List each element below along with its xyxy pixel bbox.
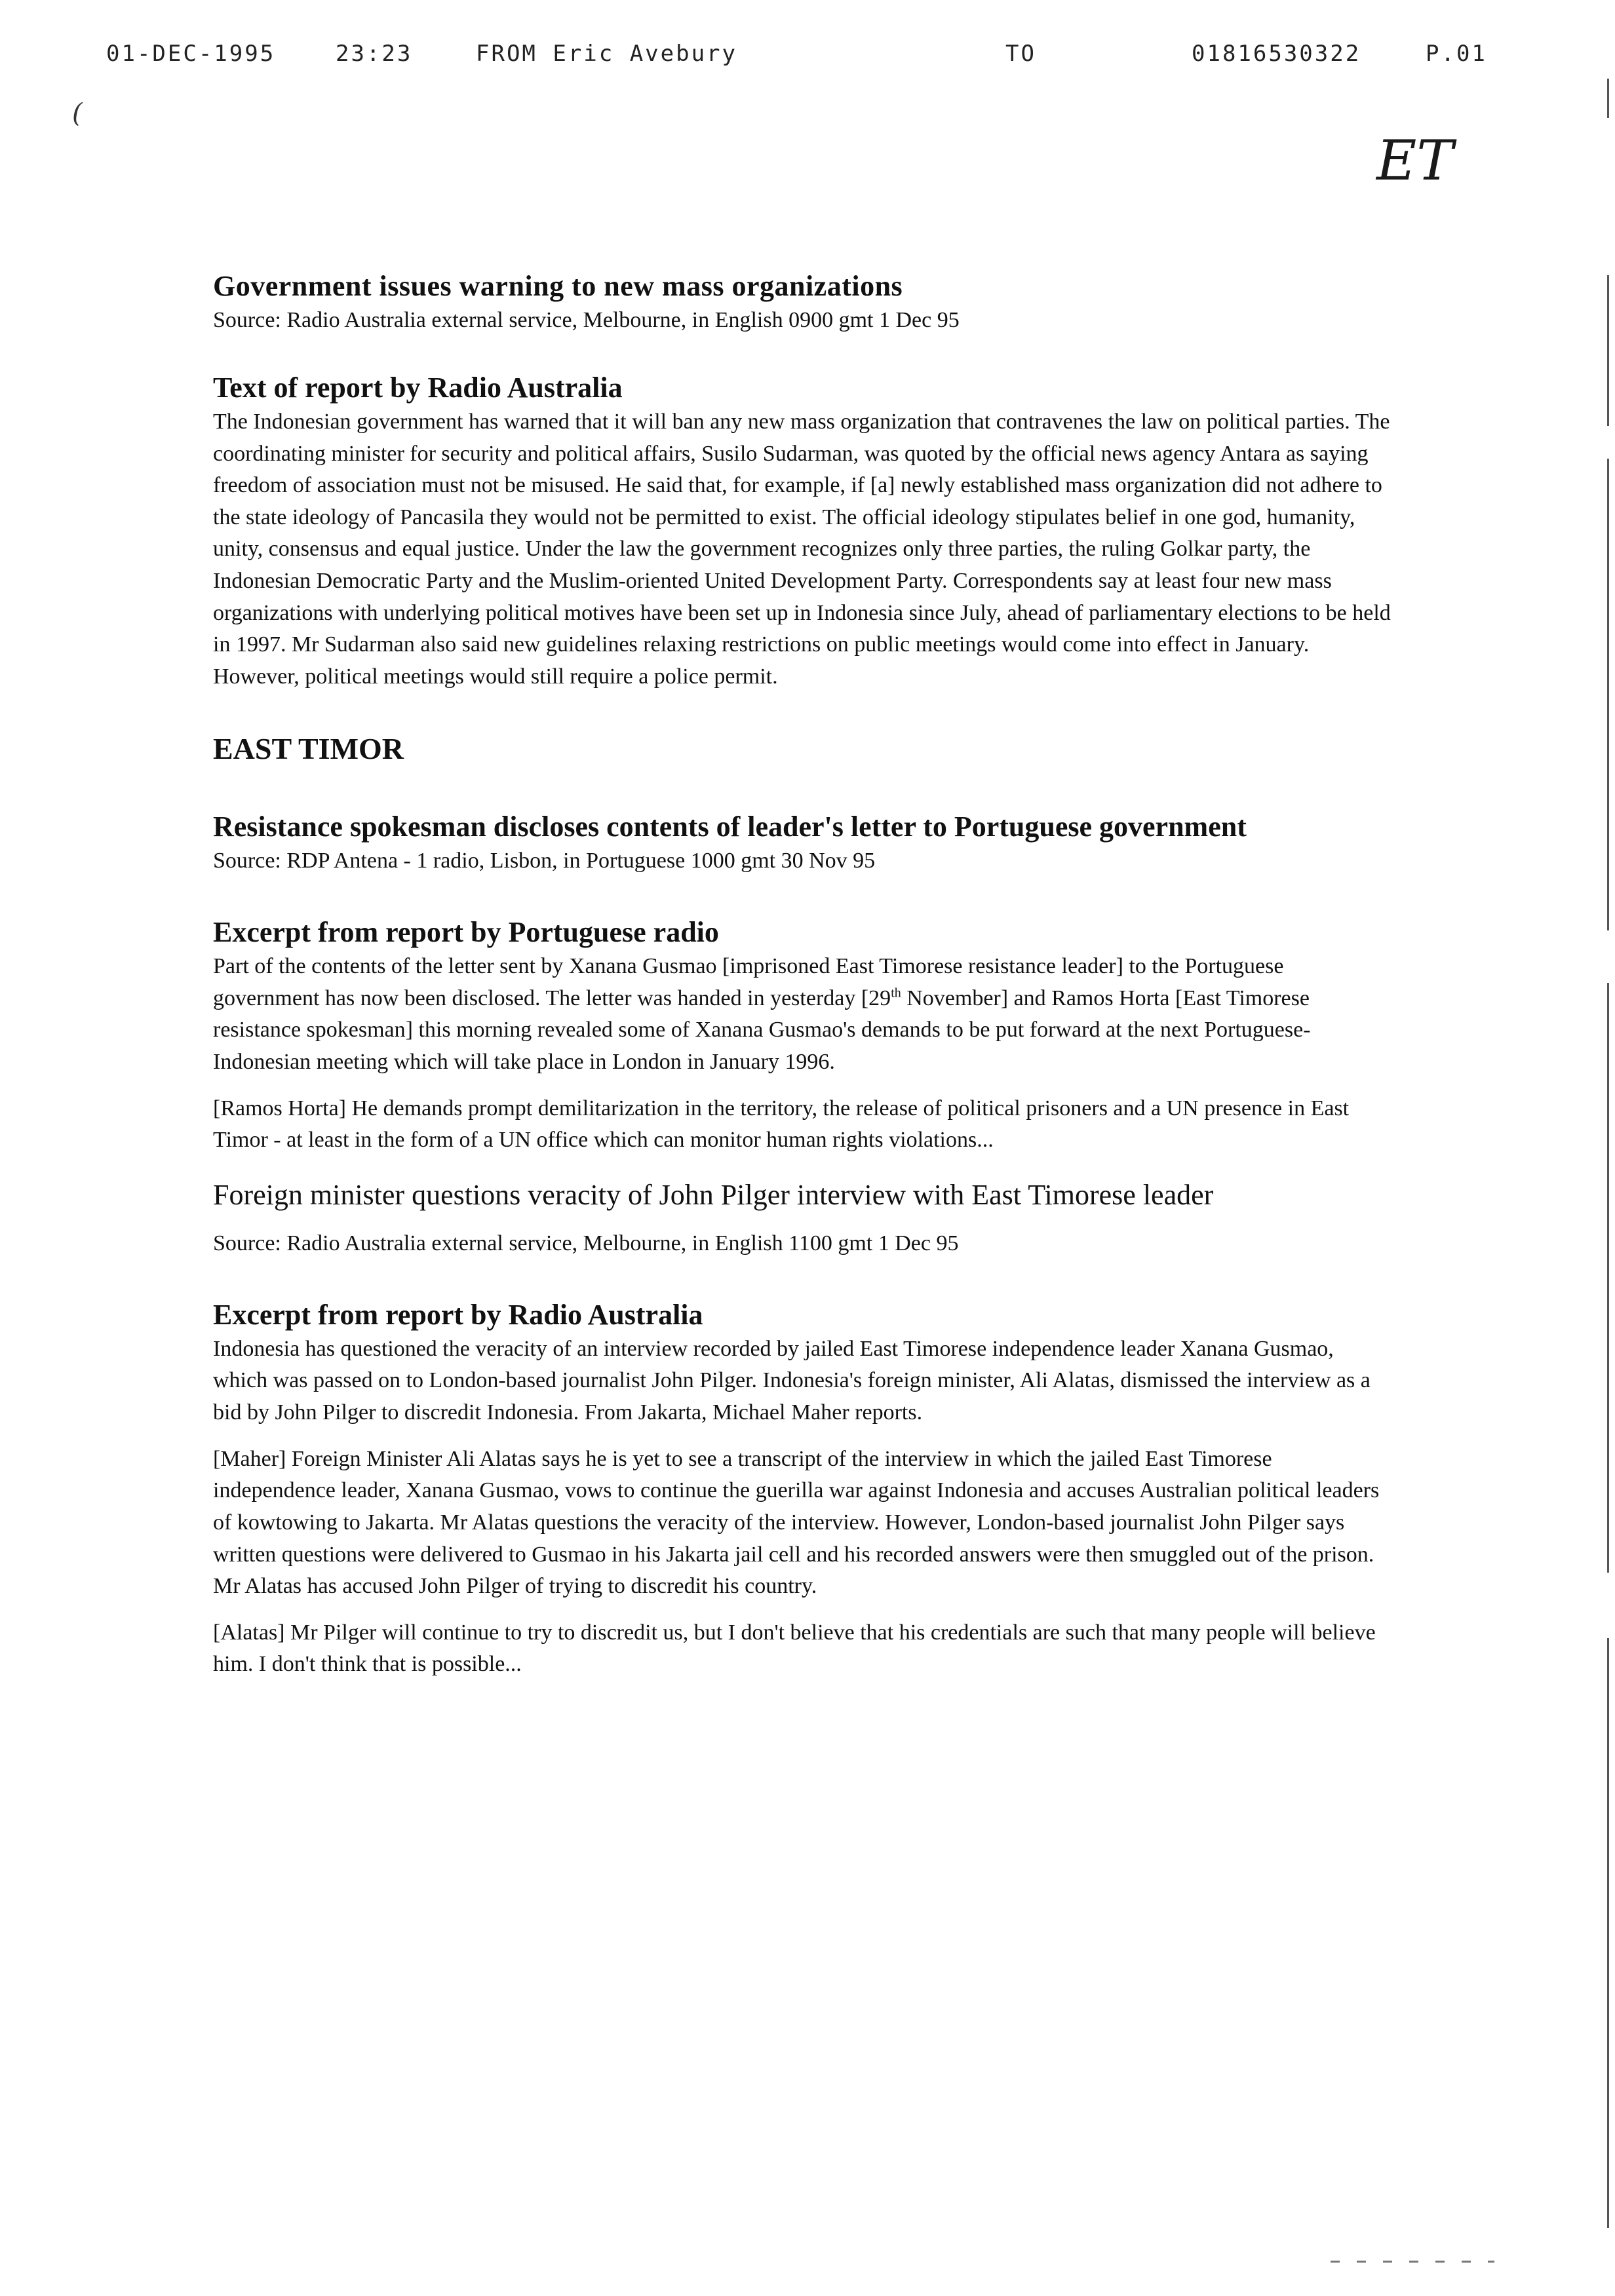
source-line: Source: RDP Antena - 1 radio, Lisbon, in Portuguese 1000 gmt 30 Nov 95	[213, 849, 876, 873]
document-body	[213, 267, 1393, 1681]
fax-recipient-label: TO	[1005, 41, 1036, 67]
report-title: Text of report by Radio Australia	[213, 371, 623, 404]
fax-time: 23:23	[336, 41, 413, 67]
report-paragraph	[213, 951, 1393, 1078]
source-line: Source: Radio Australia external service, Melbourne, in English 0900 gmt 1 Dec 95	[213, 308, 960, 333]
fax-sender: FROM Eric Avebury	[476, 41, 737, 67]
report-paragraph: [Ramos Horta] He demands prompt demilitarization in the territory, the release of political prisoners and a UN presence in East Timor - at least in the form of a UN office which can monitor human rights violations...	[213, 1096, 1350, 1153]
scan-edge-line	[1607, 1638, 1609, 2228]
scan-edge-line	[1607, 459, 1609, 930]
scan-bottom-dashes	[1331, 2261, 1494, 2263]
scan-edge-line	[1607, 275, 1609, 426]
headline-resistance-letter: Resistance spokesman discloses contents of leader's letter to Portuguese government	[213, 811, 1247, 843]
report-paragraph-text: November] and Ramos Horta [East Timorese resistance spokesman] this morning revealed some of Xanana Gusmao's demands to be put forward at the next Portuguese-Indonesian meeting which will take place in London in January 1996.	[213, 985, 1311, 1075]
fax-number: 01816530322	[1192, 41, 1361, 67]
report-title: Excerpt from report by Radio Australia	[213, 1298, 703, 1331]
fax-date: 01-DEC-1995	[106, 41, 276, 67]
report-paragraph: The Indonesian government has warned that it will ban any new mass organization that contravenes the law on political parties. The coordinating minister for security and political affairs, Susilo Sudarman, was quoted by the official news agency Antara as saying freedom of association must not be misused. He said that, for example, if [a] newly established mass organization did not adhere to the state ideology of Pancasila they would not be permitted to exist. The official ideology stipulates belief in one god, humanity, unity, consensus and equal justice. Under the law the government recognizes only three parties, the ruling Golkar party, the Indonesian Democratic Party and the Muslim-oriented United Development Party. Correspondents say at least four new mass organizations with underlying political motives have been set up in Indonesia since July, ahead of parliamentary elections to be held in 1997. Mr Sudarman also said new guidelines relaxing restrictions on public meetings would come into effect in January. However, political meetings would still require a police permit.	[213, 409, 1391, 689]
source-line: Source: Radio Australia external service, Melbourne, in English 1100 gmt 1 Dec 95	[213, 1231, 959, 1256]
fax-page-number: P.01	[1426, 41, 1487, 67]
report-title: Excerpt from report by Portuguese radio	[213, 916, 719, 949]
report-paragraph: [Alatas] Mr Pilger will continue to try to discredit us, but I don't believe that his credentials are such that many people will believe him. I don't think that is possible...	[213, 1620, 1376, 1677]
handwritten-initials: ET	[1376, 128, 1454, 193]
headline-pilger-interview: Foreign minister questions veracity of John Pilger interview with East Timorese leader	[213, 1178, 1214, 1211]
section-title-east-timor: EAST TIMOR	[213, 732, 404, 766]
scan-edge-line	[1607, 983, 1609, 1573]
report-paragraph: [Maher] Foreign Minister Ali Alatas says he is yet to see a transcript of the interview in which the jailed East Timorese independence leader, Xanana Gusmao, vows to continue the guerilla war against Indonesia and accuses Australian political leaders of kowtowing to Jakarta. Mr Alatas questions the veracity of the interview. However, London-based journalist John Pilger says written questions were delivered to Gusmao in his Jakarta jail cell and his recorded answers were then smuggled out of the prison. Mr Alatas has accused John Pilger of trying to discredit his country.	[213, 1446, 1380, 1599]
report-paragraph: Indonesia has questioned the veracity of an interview recorded by jailed East Timorese independence leader Xanana Gusmao, which was passed on to London-based journalist John Pilger. Indonesia's foreign minister, Ali Alatas, dismissed the interview as a bid by John Pilger to discredit Indonesia. From Jakarta, Michael Maher reports.	[213, 1336, 1371, 1425]
margin-tick-mark: (	[72, 98, 83, 128]
scan-edge-line	[1607, 79, 1609, 118]
headline-mass-organizations: Government issues warning to new mass organizations	[213, 270, 903, 302]
report-paragraph-text: Part of the contents of the letter sent by Xanana Gusmao [imprisoned East Timorese resistance leader] to the Portuguese government has now been disclosed. The letter was handed in yesterday [29	[213, 954, 1284, 1010]
date-ordinal-suffix: th	[891, 985, 901, 1001]
